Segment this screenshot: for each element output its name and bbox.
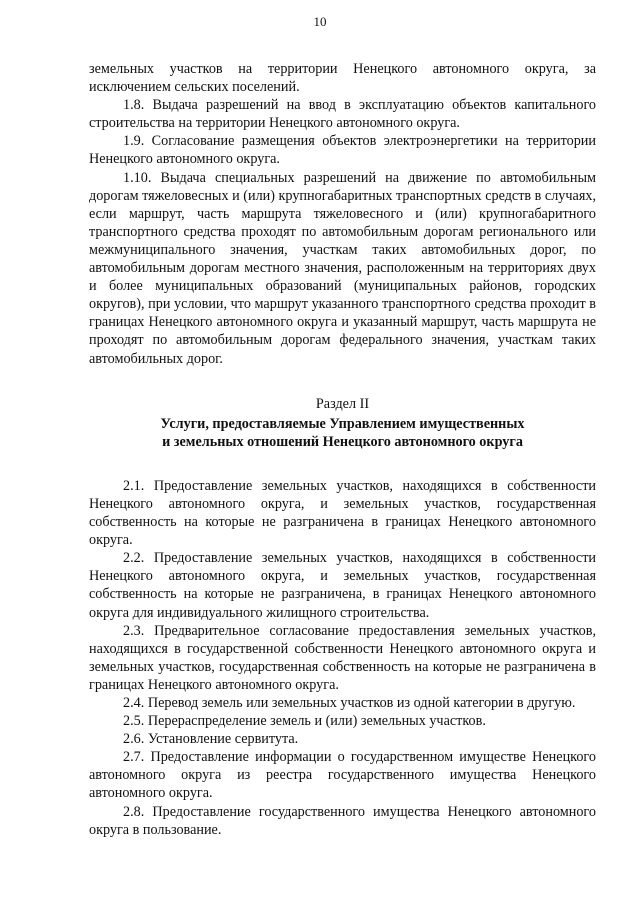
section-label: Раздел II: [315, 395, 370, 412]
section-body: [89, 477, 596, 839]
paragraph-2-2: 2.2. Предоставление земельных участков, находящихся в собственности Ненецкого автономного округа, и земельных участков, государственная собственность на которые не разграничена, в границах Ненецкого автономного округа для индивидуального жилищного строительства.: [89, 550, 596, 621]
paragraph-2-8: 2.8. Предоставление государственного имущества Ненецкого автономного округа в пользование.: [89, 803, 596, 838]
section-heading: [89, 395, 596, 451]
paragraph-2-6: 2.6. Установление сервитута.: [123, 731, 299, 748]
section-title-line-2: и земельных отношений Ненецкого автономного округа: [162, 433, 523, 450]
paragraph-1-10: 1.10. Выдача специальных разрешений на движение по автомобильным дорогам тяжеловесных и (или) крупногабаритных транспортных средств в случаях, если маршрут, часть маршрута тяжеловесного и (или) крупногабаритного транспортного средства проходят по автомобильным дорогам регионального или межмуниципального значения, участкам таких автомобильных дорог, по автомобильным дорогам местного значения, расположенным на территориях двух и более муниципальных образований (муниципальных районов, городских округов), при условии, что маршрут указанного транспортного средства проходит в границах Ненецкого автономного округа и указанный маршрут, часть маршрута не проходят по автомобильным дорогам федерального значения, участкам таких автомобильных дорог.: [89, 169, 596, 367]
document-body: [89, 60, 596, 839]
page-number: 10: [313, 14, 327, 29]
section-title: [89, 415, 596, 451]
paragraph-2-5: 2.5. Перераспределение земель и (или) земельных участков.: [123, 713, 486, 730]
paragraph-2-4: 2.4. Перевод земель или земельных участков из одной категории в другую.: [123, 695, 576, 711]
paragraph-1-9: 1.9. Согласование размещения объектов электроэнергетики на территории Ненецкого автономного округа.: [89, 133, 596, 168]
paragraph-continuation: земельных участков на территории Ненецкого автономного округа, за исключением сельских поселений.: [89, 61, 596, 96]
paragraph-1-8: 1.8. Выдача разрешений на ввод в эксплуатацию объектов капитального строительства на территории Ненецкого автономного округа.: [89, 97, 596, 132]
paragraph-2-3: 2.3. Предварительное согласование предоставления земельных участков, находящихся в государственной собственности Ненецкого автономного округа и земельных участков, государственная собственность на которые не разграничена в границах Ненецкого автономного округа.: [89, 622, 596, 693]
section-title-line-1: Услуги, предоставляемые Управлением имущественных: [160, 415, 525, 432]
paragraph-2-1: 2.1. Предоставление земельных участков, находящихся в собственности Ненецкого автономного округа, и земельных участков, государственная собственность на которые не разграничена в границах Ненецкого автономного округа.: [89, 477, 596, 549]
paragraph-2-7: 2.7. Предоставление информации о государственном имуществе Ненецкого автономного округа из реестра государственного имущества Ненецкого автономного округа.: [89, 749, 596, 802]
